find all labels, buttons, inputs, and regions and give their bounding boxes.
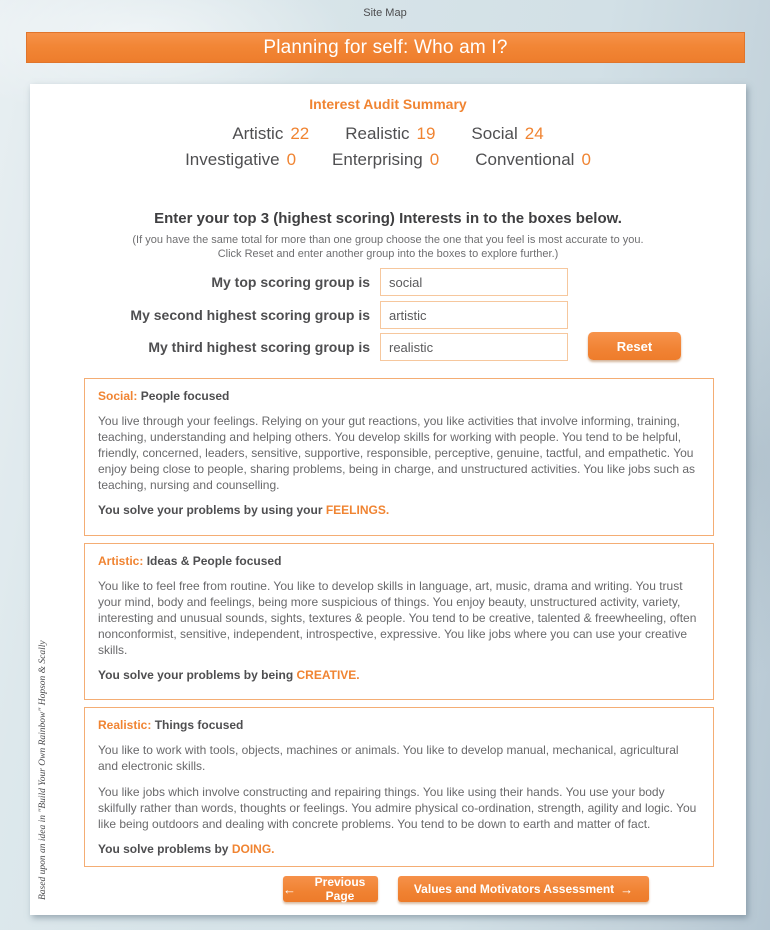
social-box-solve-line <box>98 503 700 517</box>
score-value: 19 <box>416 124 436 143</box>
solve-keyword: DOING. <box>231 842 275 856</box>
solve-prefix: You solve your problems by using your <box>98 503 323 517</box>
top-group-label: My top scoring group is <box>211 274 370 290</box>
social-box-title-subtitle: People focused <box>140 389 230 403</box>
realistic-box-paragraph-1: You like to work with tools, objects, machines or animals. You like to develop manual, mechanical, agricultural and electronic skills. <box>98 743 679 773</box>
artistic-box-paragraph: You like to feel free from routine. You like to develop skills in language, art, music, drama and writing. You trust your mind, body and feelings, being more suspicious of things. You enjoy beauty, unstructured activity, variety, interesting and unusual sounds, sights, textures & people. You tend to be creative, talented & freewheeling, often nonconformist, sensitive, independent, introspective, expressive. You like jobs where you can use your creative skills. <box>98 579 697 657</box>
content-card <box>30 84 746 915</box>
third-group-label: My third highest scoring group is <box>148 339 370 355</box>
solve-keyword: CREATIVE. <box>296 668 360 682</box>
realistic-box-title <box>98 718 700 732</box>
summary-title: Interest Audit Summary <box>309 96 467 112</box>
artistic-box-title-name: Artistic: <box>98 554 144 568</box>
score-item-investigative <box>185 150 296 170</box>
third-group-input[interactable] <box>380 333 568 361</box>
realistic-box-solve-line <box>98 842 700 856</box>
artistic-box-title <box>98 554 700 568</box>
second-group-label: My second highest scoring group is <box>130 307 370 323</box>
score-label: Artistic <box>232 124 284 143</box>
site-map-link[interactable]: Site Map <box>363 7 407 19</box>
score-label: Realistic <box>345 124 410 143</box>
score-value: 22 <box>290 124 310 143</box>
score-item-conventional <box>475 150 591 170</box>
next-page-label: Values and Motivators Assessment <box>413 882 615 896</box>
interest-description-boxes <box>84 378 714 874</box>
instructions-note-line2: Click Reset and enter another group into the boxes to explore further.) <box>217 248 559 260</box>
social-description-box <box>84 378 714 536</box>
social-box-paragraph: You live through your feelings. Relying on your gut reactions, you like activities that involve informing, training, teaching, understanding and helping others. You develop skills for working with people. You tend to be helpful, friendly, concerned, leaders, sensitive, supportive, responsible, perceptive, genuine, tactful, and empathetic. You enjoy being close to people, sharing problems, being in charge, and unstructured activities. You like jobs such as teaching, nursing and counselling. <box>98 414 696 492</box>
realistic-box-title-subtitle: Things focused <box>154 718 244 732</box>
artistic-description-box <box>84 543 714 700</box>
page-title-banner <box>26 32 745 63</box>
realistic-box-paragraph-2: You like jobs which involve constructing and repairing things. You like using their hands. You use your body skilfully rather than words, thoughts or feelings. You admire physical co-ordination, strength, agility and logic. You like being outdoors and dealing with concrete problems. You tend to be down to earth and matter of fact. <box>98 785 697 831</box>
previous-page-label: Previous Page <box>314 875 366 903</box>
instructions-note-line1: (If you have the same total for more than one group choose the one that you feel is most accurate to you. <box>132 234 644 246</box>
social-box-title <box>98 389 700 403</box>
form-row-top-group <box>30 268 746 296</box>
top-group-input[interactable] <box>380 268 568 296</box>
artistic-box-title-subtitle: Ideas & People focused <box>146 554 282 568</box>
previous-page-button[interactable] <box>283 876 378 902</box>
score-label: Conventional <box>475 150 575 169</box>
solve-prefix: You solve problems by <box>98 842 229 856</box>
realistic-description-box <box>84 707 714 867</box>
score-value: 24 <box>524 124 544 143</box>
solve-prefix: You solve your problems by being <box>98 668 294 682</box>
score-value: 0 <box>286 150 297 169</box>
form-row-second-group <box>30 301 746 329</box>
score-item-artistic <box>232 124 309 144</box>
solve-keyword: FEELINGS. <box>325 503 390 517</box>
score-item-social <box>471 124 543 144</box>
score-value: 0 <box>581 150 591 169</box>
score-row-bottom <box>30 150 746 170</box>
realistic-box-title-name: Realistic: <box>98 718 152 732</box>
score-label: Enterprising <box>332 150 423 169</box>
score-row-top <box>30 124 746 144</box>
instructions-heading: Enter your top 3 (highest scoring) Interests in to the boxes below. <box>154 210 622 227</box>
attribution-text: Based upon an idea in "Build Your Own Rainbow" Hopson & Scally <box>38 640 48 900</box>
values-motivators-assessment-button[interactable] <box>398 876 649 902</box>
page-title: Planning for self: Who am I? <box>263 36 508 58</box>
score-label: Investigative <box>185 150 280 169</box>
score-value: 0 <box>429 150 440 169</box>
social-box-title-name: Social: <box>98 389 138 403</box>
arrow-left-icon: ← <box>283 881 296 897</box>
score-item-realistic <box>345 124 435 144</box>
second-group-input[interactable] <box>380 301 568 329</box>
artistic-box-solve-line <box>98 668 700 682</box>
reset-button[interactable]: Reset <box>588 332 681 360</box>
score-item-enterprising <box>332 150 439 170</box>
score-label: Social <box>471 124 518 143</box>
arrow-right-icon: → <box>620 881 634 897</box>
